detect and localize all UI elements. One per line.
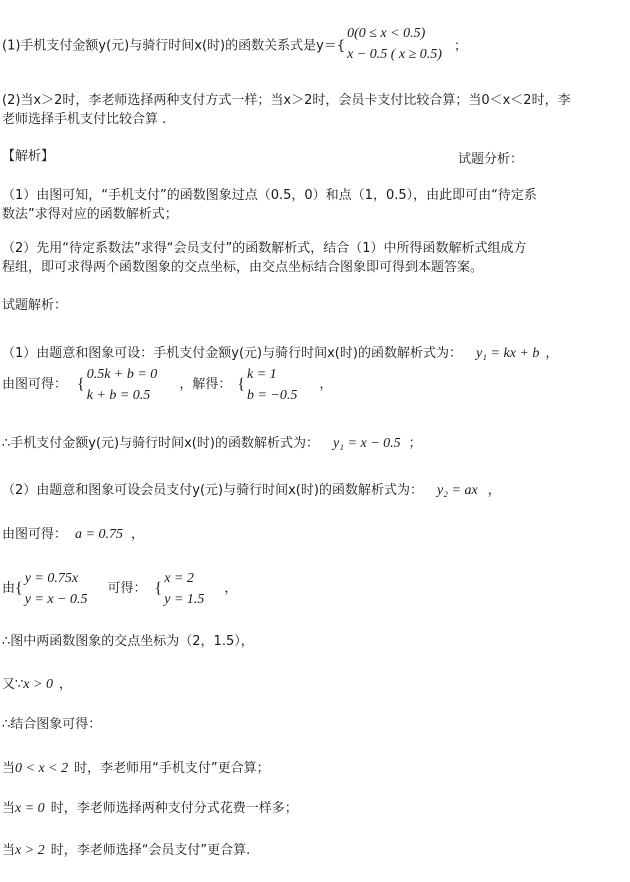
slope-value-expr: a = 0.75 (75, 527, 123, 542)
solution-step-6: 由{ y = 0.75x y = x − 0.5 可得： { x = 2 y = 1.5 ， (2, 568, 237, 610)
answer-part2-line1: (2)当x＞2时，李老师选择两种支付方式一样；当x＞2时，会员卡支付比较合算；当0＜x＜2时，李 (2, 93, 571, 108)
conclusion-heading: ∴结合图象可得： (2, 717, 102, 732)
answer-part1: (1)手机支付金额y(元)与骑行时间x(时)的函数关系式是y＝{ 0(0 ≤ x < 0.5) x − 0.5 ( x ≥ 0.5) ； (2, 25, 467, 67)
solution-step-5: 由图可得： a = 0.75 ， (2, 527, 144, 542)
condition-statement: 又∵x > 0 ， (2, 677, 72, 692)
solution-heading: 试题解析： (2, 298, 68, 313)
member-pay-form-expr: y₂ = ax (436, 483, 478, 498)
conclusion-1: 当0 < x < 2 时，李老师用“手机支付”更合算； (2, 761, 270, 776)
piecewise-case-2: x − 0.5 ( x ≥ 0.5) (347, 47, 442, 62)
conclusion-3: 当x > 2 时，李老师选择“会员支付”更合算. (2, 843, 251, 858)
linear-form-expr: y₁ = kx + b (475, 346, 540, 361)
answer-part2-line2: 老师选择手机支付比较合算 . (2, 112, 167, 127)
analysis-1-line2: 数法”求得对应的函数解析式； (2, 207, 178, 222)
analysis-label: 试题分析： (458, 152, 524, 167)
equation-system-1: 0.5k + b = 0 k + b = 0.5 (86, 367, 158, 403)
analysis-1-line1: （1）由图可知，“手机支付”的函数图象过点（0.5，0）和点（1，0.5），由此即可由“待定系 (2, 188, 537, 203)
solution-system-1: k = 1 b = −0.5 (247, 367, 298, 403)
solution-step-4: （2）由题意和图象可设会员支付y(元)与骑行时间x(时)的函数解析式为： y₂ = ax ， (2, 483, 501, 498)
solution-step-3: ∴手机支付金额y(元)与骑行时间x(时)的函数解析式为： y₁ = x − 0.5 ； (2, 436, 422, 451)
equation-system-2: y = 0.75x y = x − 0.5 (24, 571, 88, 607)
solution-step-2: 由图可得： { 0.5k + b = 0 k + b = 0.5 ，解得： { k = 1 b = −0.5 ， (2, 364, 332, 406)
solution-system-2: x = 2 y = 1.5 (164, 571, 205, 607)
analysis-2-line2: 程组，即可求得两个函数图象的交点坐标，由交点坐标结合图象即可得到本题答案。 (2, 260, 484, 275)
piecewise-function (347, 23, 442, 65)
intersection-statement: ∴图中两函数图象的交点坐标为（2，1.5）， (2, 634, 254, 649)
section-analysis-heading: 【解析】 (2, 149, 55, 164)
conclusion-2: 当x = 0 时，李老师选择两种支付分式花费一样多； (2, 801, 298, 816)
phone-pay-expr: y₁ = x − 0.5 (332, 436, 401, 451)
piecewise-case-1: 0(0 ≤ x < 0.5) (347, 26, 426, 41)
solution-step-1: （1）由题意和图象可设：手机支付金额y(元)与骑行时间x(时)的函数解析式为： y₁ = kx + b ， (2, 346, 559, 361)
analysis-2-line1: （2）先用“待定系数法”求得“会员支付”的函数解析式，结合（1）中所得函数解析式组成方 (2, 241, 527, 256)
